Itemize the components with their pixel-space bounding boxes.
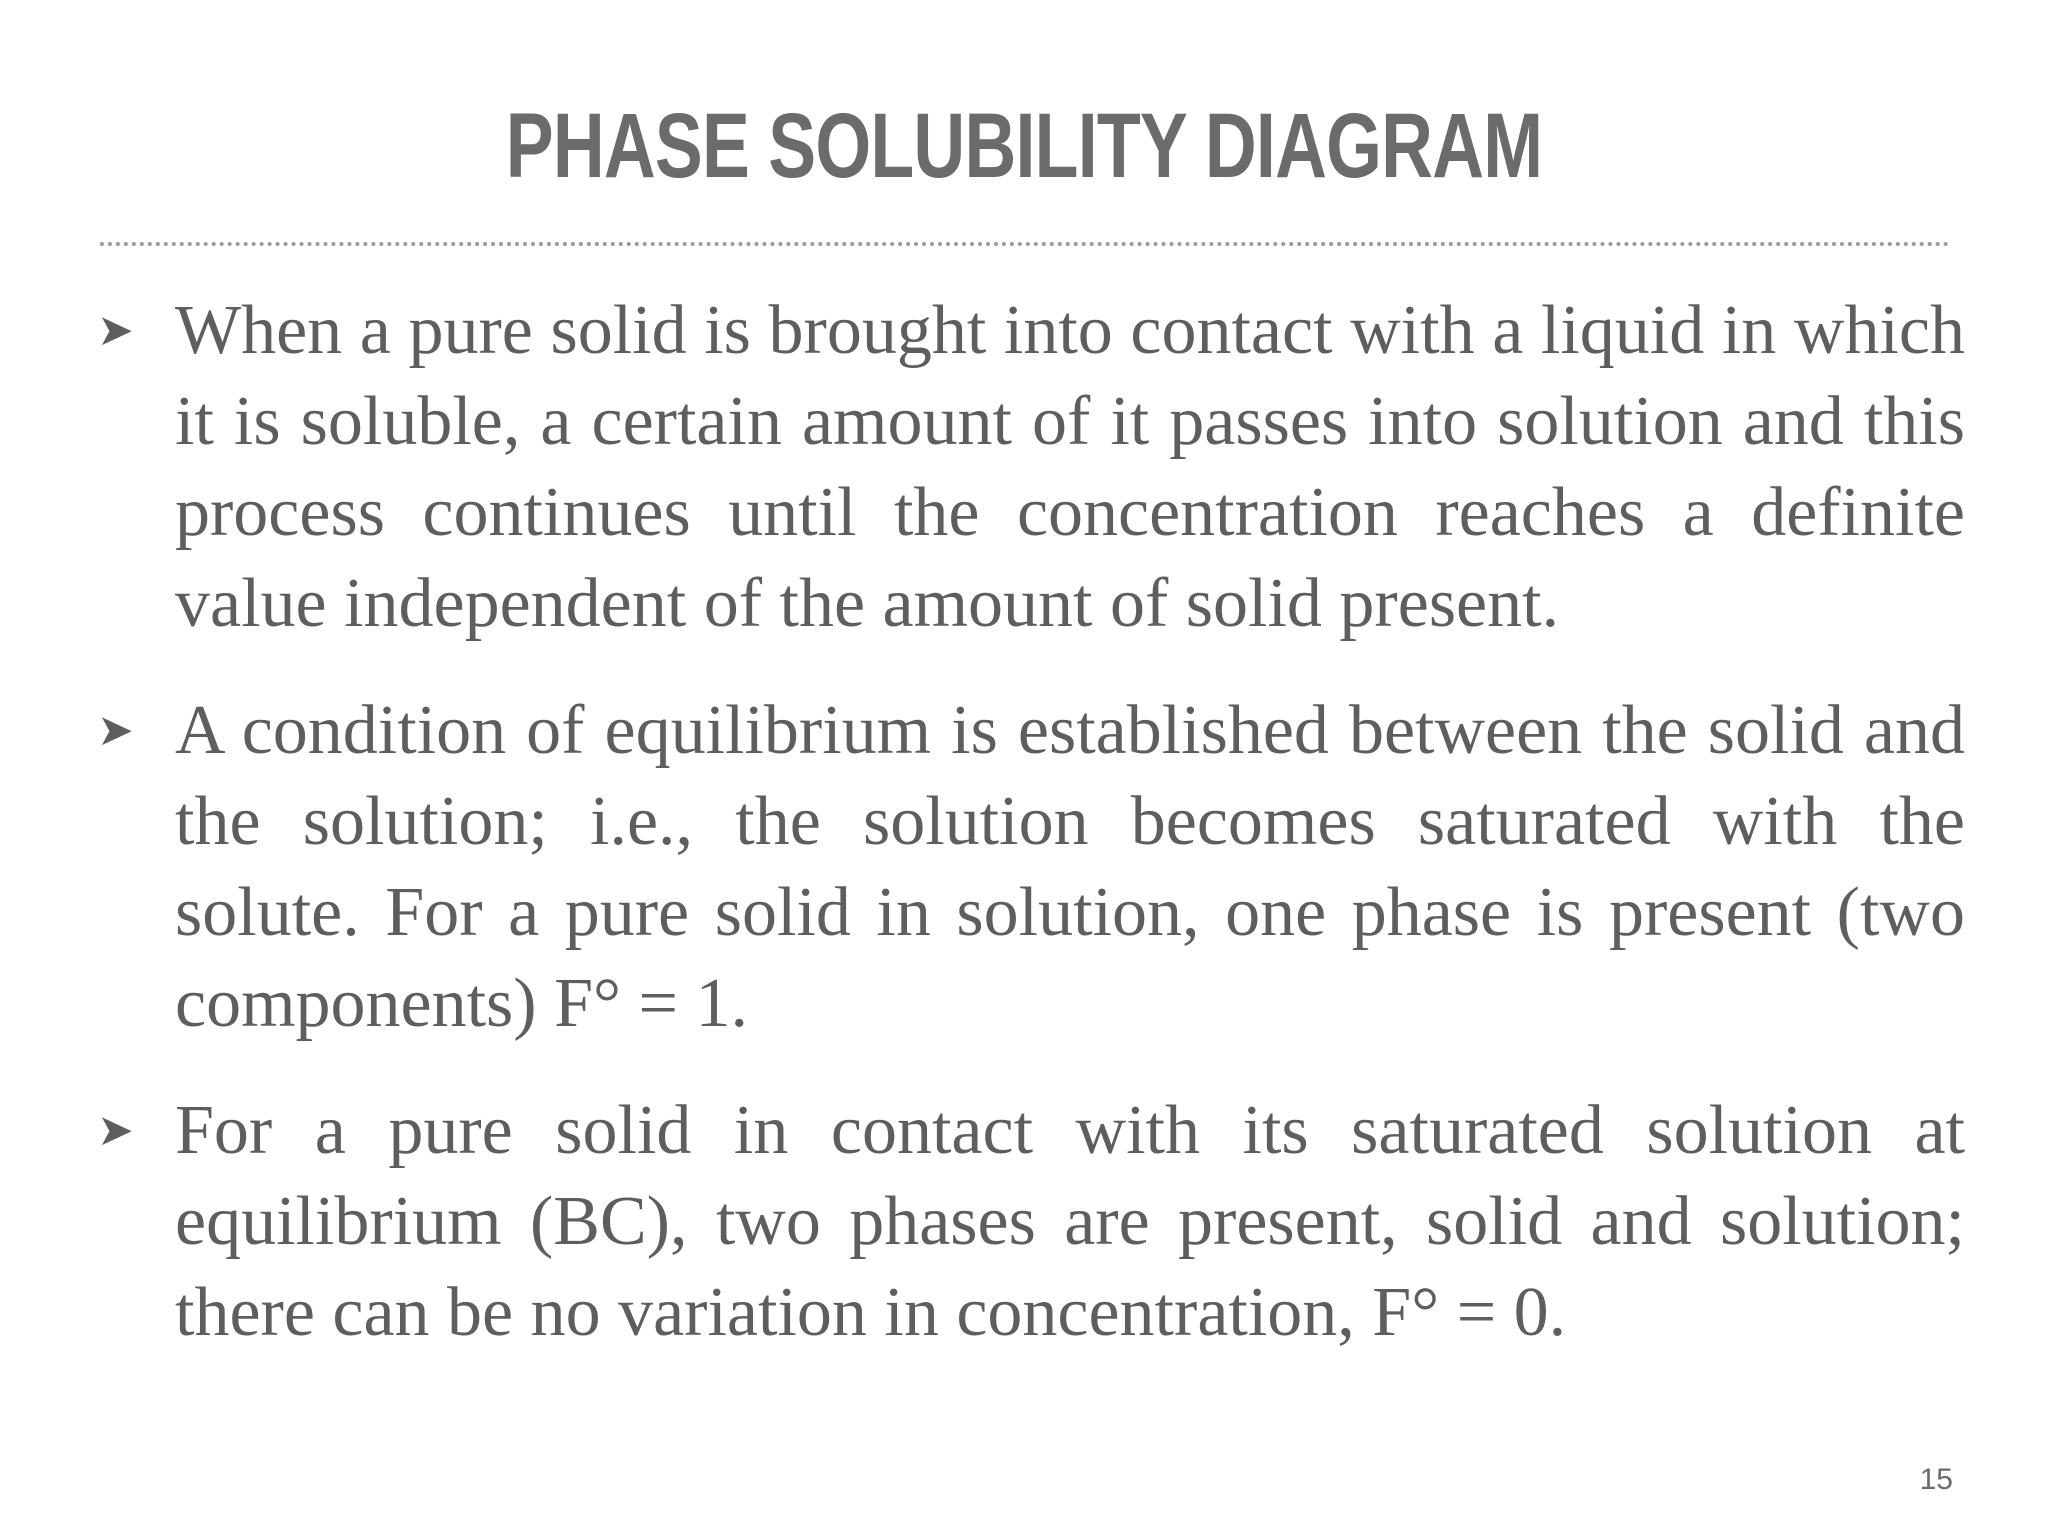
bullet-item [95, 285, 1965, 649]
bullet-item [95, 685, 1965, 1049]
bullet-text: When a pure solid is brought into contact with a liquid in which it is soluble, a certain amount of it passes into solution and this process continues until the concentration reaches a definite value independent of the amount of solid present. [175, 292, 1965, 642]
bullet-text: For a pure solid in contact with its saturated solution at equilibrium (BC), two phases are present, solid and solution; there can be no variation in concentration, F° = 0. [175, 1092, 1965, 1351]
arrowhead-bullet-icon: ➤ [97, 705, 134, 756]
bullet-list [95, 285, 1965, 1394]
bullet-text: A condition of equilibrium is established between the solid and the solution; i.e., the solution becomes saturated with the solute. For a pure solid in solution, one phase is present (two components) F° = 1. [175, 692, 1965, 1042]
page-number: 15 [1919, 1463, 1953, 1496]
slide-title: PHASE SOLUBILITY DIAGRAM [505, 95, 1543, 197]
title-divider [100, 242, 1950, 246]
arrowhead-bullet-icon: ➤ [97, 305, 134, 356]
arrowhead-bullet-icon: ➤ [97, 1105, 134, 1156]
bullet-item [95, 1085, 1965, 1358]
